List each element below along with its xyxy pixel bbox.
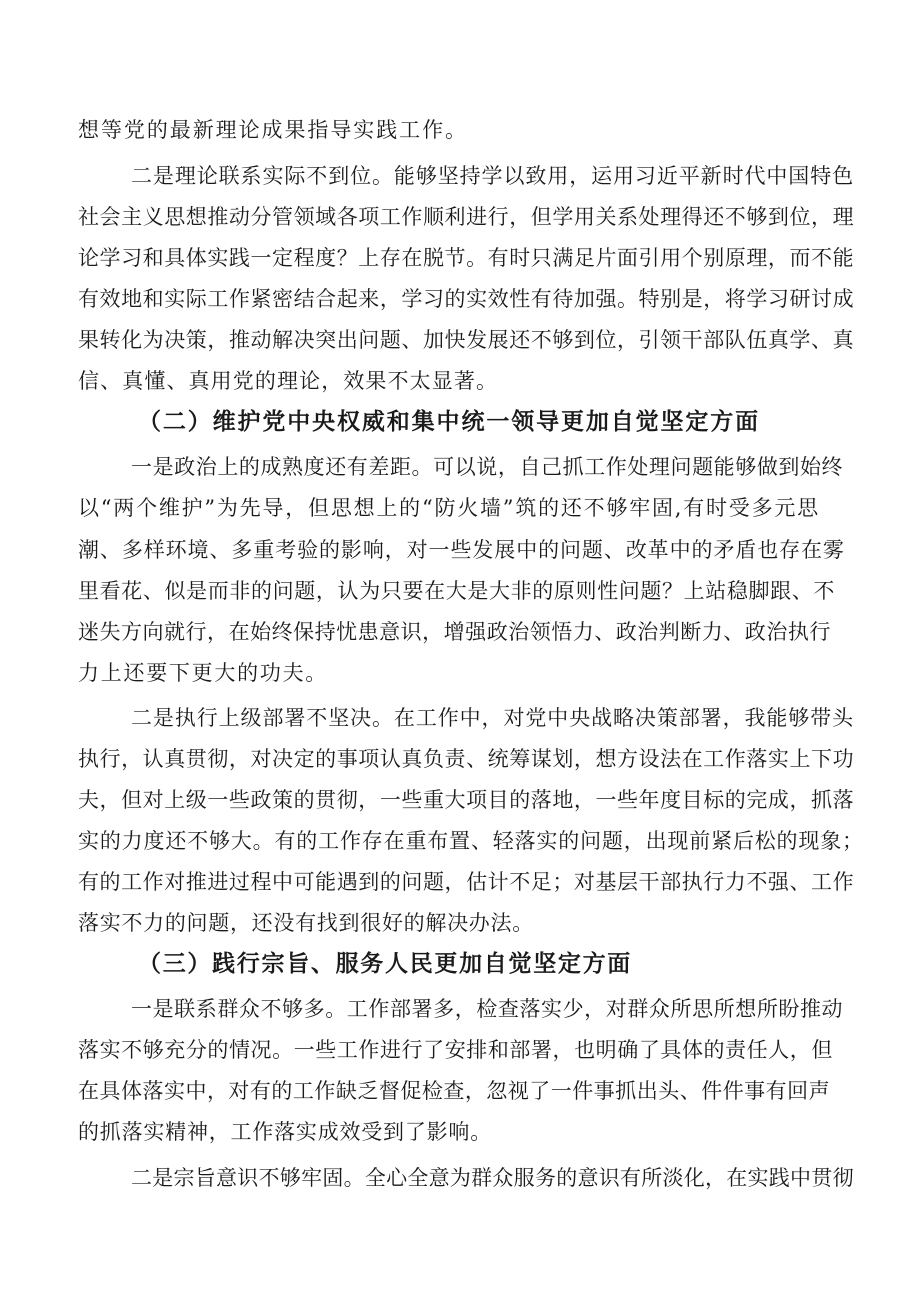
text-line: 想等党的最新理论成果指导实践工作。 [78, 118, 468, 142]
text-line: 论学习和具体实践一定程度？上存在脱节。有时只满足片面引用个别原理，而不能 [78, 246, 855, 270]
section-heading: （二）维护党中央权威和集中统一领导更加自觉坚定方面 [138, 409, 760, 435]
text-line: 的抓落实精神，工作落实成效受到了影响。 [78, 1120, 493, 1144]
section-heading: （三）践行宗旨、服务人民更加自觉坚定方面 [138, 951, 632, 977]
text-line: 有的工作对推进过程中可能遇到的问题，估计不足；对基层干部执行力不强、工作 [78, 870, 855, 894]
text-line: 夫，但对上级一些政策的贯彻，一些重大项目的落地，一些年度目标的完成，抓落 [78, 788, 855, 812]
text-line: 果转化为决策，推动解决突出问题、加快发展还不够到位，引领干部队伍真学、真 [78, 328, 855, 352]
text-line: 里看花、似是而非的问题，认为只要在大是大非的原则性问题？上站稳脚跟、不 [78, 579, 836, 603]
text-line: 一是联系群众不够多。工作部署多，检查落实少，对群众所思所想所盼推动 [131, 997, 844, 1021]
text-line: 以“两个维护”为先导，但思想上的“防火墙”筑的还不够牢固,有时受多元思 [78, 496, 820, 520]
text-line: 一是政治上的成熟度还有差距。可以说，自己抓工作处理问题能够做到始终 [131, 455, 844, 479]
text-line: 迷失方向就行，在始终保持忧患意识，增强政治领悟力、政治判断力、政治执行 [78, 620, 831, 644]
text-line: 力上还要下更大的功夫。 [78, 661, 329, 685]
text-line: 实的力度还不够大。有的工作存在重布置、轻落实的问题，出现前紧后松的现象； [78, 829, 864, 853]
text-line: 在具体落实中，对有的工作缺乏督促检查，忽视了一件事抓出头、件件事有回声 [78, 1079, 831, 1103]
text-line: 二是宗旨意识不够牢固。全心全意为群众服务的意识有所淡化，在实践中贯彻 [131, 1166, 854, 1190]
text-line: 二是执行上级部署不坚决。在工作中，对党中央战略决策部署，我能够带头 [131, 706, 855, 730]
text-line: 潮、多样环境、多重考验的影响，对一些发展中的问题、改革中的矛盾也存在雾 [78, 538, 845, 562]
text-line: 落实不力的问题，还没有找到很好的解决办法。 [78, 911, 534, 935]
text-line: 社会主义思想推动分管领域各项工作顺利进行，但学用关系处理得还不够到位，理 [78, 205, 855, 229]
text-line: 信、真懂、真用党的理论，效果不太显著。 [78, 369, 499, 393]
text-line: 执行，认真贯彻，对决定的事项认真负责、统筹谋划，想方设法在工作落实上下功 [78, 747, 855, 771]
text-line: 二是理论联系实际不到位。能够坚持学以致用，运用习近平新时代中国特色 [131, 164, 855, 188]
text-line: 有效地和实际工作紧密结合起来，学习的实效性有待加强。特别是，将学习研讨成 [78, 287, 855, 311]
text-line: 落实不够充分的情况。一些工作进行了安排和部署，也明确了具体的责任人，但 [78, 1038, 833, 1062]
